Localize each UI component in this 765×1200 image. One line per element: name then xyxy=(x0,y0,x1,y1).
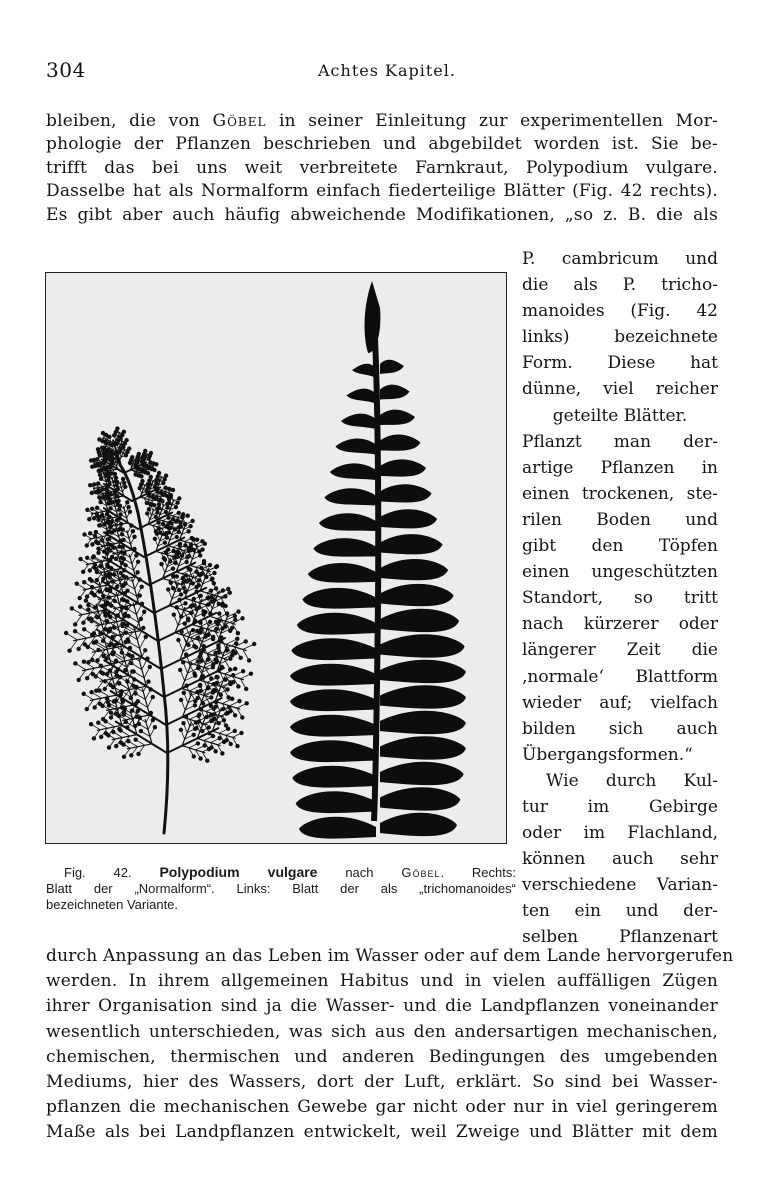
text-line: verschiedene Varian- xyxy=(522,875,718,896)
text-line: wesentlich unterschieden, was sich aus den andersartigen mechanischen, xyxy=(46,1021,718,1042)
species-name: Polypodium vulgare xyxy=(159,864,318,880)
text-line: Maße als bei Landpflanzen entwickelt, weil Zweige und Blätter mit dem xyxy=(46,1122,718,1143)
caption-line: bezeichneten Variante. xyxy=(46,897,179,912)
caption-text: . Rechts: xyxy=(440,865,516,880)
text-line: wieder auf; vielfach xyxy=(522,692,718,713)
text-line: bilden sich auch xyxy=(522,718,718,739)
text-line: Pflanzt man der- xyxy=(522,431,718,452)
text-line: P. cambricum und xyxy=(522,249,718,269)
caption-author: Göbel xyxy=(401,865,441,880)
text-line: oder im Flachland, xyxy=(522,823,718,844)
text-line: trifft das bei uns weit verbreitete Farnkraut, Polypodium vulgare. xyxy=(46,157,718,178)
text-line: rilen Boden und xyxy=(522,509,718,530)
text-line: tur im Gebirge xyxy=(522,796,718,817)
text-line: geteilte Blätter. xyxy=(552,405,688,426)
author-name: Göbel xyxy=(212,111,267,131)
caption-text: nach xyxy=(345,865,402,880)
text-line: ihrer Organisation sind ja die Wasser- und die Landpflanzen voneinander xyxy=(46,996,718,1017)
text-line: artige Pflanzen in xyxy=(522,457,718,478)
text-line: Wie durch Kul- xyxy=(546,770,718,791)
caption-line: Blatt der „Normalform“. Links: Blatt der als „trichomanoides“ xyxy=(46,880,516,896)
text-line xyxy=(46,110,718,133)
text-line: durch Anpassung an das Leben im Wasser oder auf dem Lande hervorgerufen xyxy=(46,946,734,966)
text-line: werden. In ihrem allgemeinen Habitus und in vielen auffälligen Zügen xyxy=(46,971,718,992)
fern-illustration xyxy=(46,273,507,844)
text-line: einen ungeschützten xyxy=(522,562,718,583)
text-segment: in seiner Einleitung zur experimentellen Mor- xyxy=(266,111,718,131)
text-line: manoides (Fig. 42 xyxy=(522,301,718,322)
text-line: chemischen, thermischen und anderen Bedingungen des umgebenden xyxy=(46,1046,718,1067)
figure-label: Fig. 42. xyxy=(64,865,132,880)
text-line: gibt den Töpfen xyxy=(522,536,718,557)
text-line: die als P. tricho- xyxy=(522,275,718,296)
text-line: können auch sehr xyxy=(522,849,718,870)
text-line: nach kürzerer oder xyxy=(522,614,718,635)
text-line: Mediums, hier des Wassers, dort der Luft, erklärt. So sind bei Wasser- xyxy=(46,1071,718,1092)
body-text-top xyxy=(46,110,718,227)
figure-caption xyxy=(46,864,516,914)
text-line: phologie der Pflanzen beschrieben und abgebildet worden ist. Sie be- xyxy=(46,134,718,155)
text-line: Standort, so tritt xyxy=(522,588,718,609)
normal-frond-image xyxy=(290,281,466,839)
text-line: Dasselbe hat als Normalform einfach fiederteilige Blätter (Fig. 42 rechts). xyxy=(46,181,718,202)
text-line: Form. Diese hat xyxy=(522,353,718,374)
text-line: pflanzen die mechanischen Gewebe gar nicht oder nur in viel geringerem xyxy=(46,1097,718,1118)
text-line: einen trockenen, ste- xyxy=(522,483,718,504)
text-segment: bleiben, die von xyxy=(46,111,213,131)
text-line: Es gibt aber auch häufig abweichende Modifikationen, „so z. B. die als xyxy=(46,204,718,225)
text-line: selben Pflanzenart xyxy=(522,927,718,948)
caption-line xyxy=(46,864,516,881)
page-header xyxy=(46,58,716,90)
text-line: längerer Zeit die xyxy=(522,640,718,661)
text-line: ten ein und der- xyxy=(522,901,718,922)
running-head: Achtes Kapitel. xyxy=(318,61,456,80)
text-line: dünne, viel reicher xyxy=(522,379,718,400)
text-line: links) bezeichnete xyxy=(522,327,718,348)
text-line: ‚normale‘ Blattform xyxy=(522,666,718,687)
page-number: 304 xyxy=(46,58,86,82)
body-text-side xyxy=(522,246,718,951)
text-line: Übergangsformen.“ xyxy=(522,744,693,765)
trichomanoides-frond-image xyxy=(64,426,257,833)
body-text-bottom xyxy=(46,944,734,1146)
figure-fern-leaves xyxy=(45,272,507,844)
